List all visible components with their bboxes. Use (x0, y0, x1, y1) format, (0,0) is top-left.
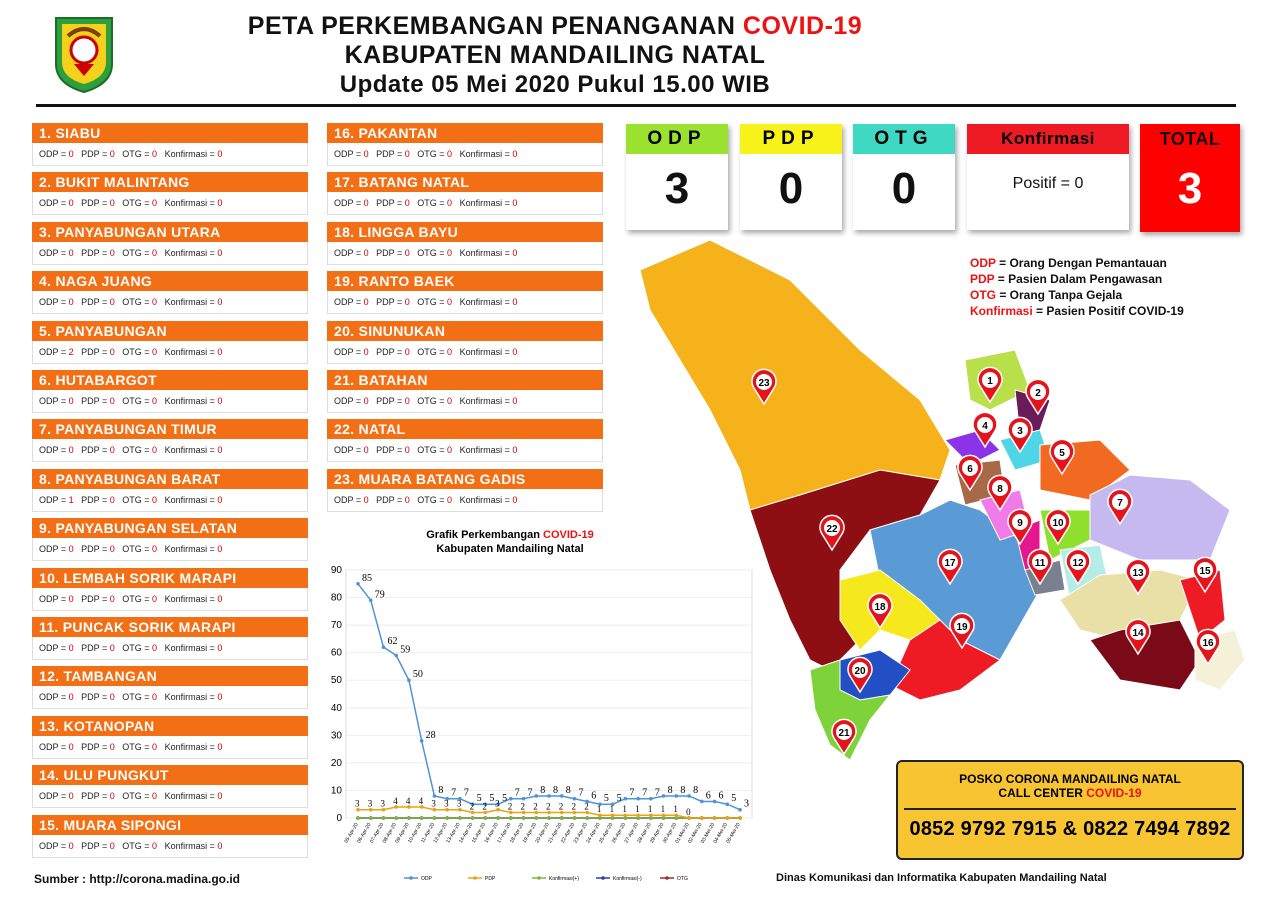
series-point (547, 794, 551, 798)
kecamatan-name: 16. PAKANTAN (327, 123, 603, 143)
kecamatan-stats: ODP = 0 PDP = 0 OTG = 0 Konfirmasi = 0 (32, 390, 308, 413)
odp-data-label: 85 (362, 572, 372, 584)
pdp-summary-value: 0 (778, 164, 804, 213)
kecamatan-card (32, 469, 308, 513)
chart-title: Grafik Perkembangan COVID-19 Kabupaten Mandailing Natal (426, 529, 594, 555)
x-tick-label: 15-Apr-20 (470, 822, 488, 845)
odp-data-label: 28 (425, 729, 436, 741)
kecamatan-name: 15. MUARA SIPONGI (32, 815, 308, 835)
kecamatan-stats: ODP = 0 PDP = 0 OTG = 0 Konfirmasi = 0 (327, 489, 603, 512)
x-tick-label: 19-Apr-20 (521, 822, 538, 845)
series-point (687, 794, 691, 798)
x-tick-label: 08-Apr-20 (381, 822, 398, 845)
series-point (713, 816, 717, 820)
x-tick-label: 17-Apr-20 (496, 822, 513, 845)
posko-title: POSKO CORONA MANDAILING NATAL (959, 772, 1181, 786)
odp-data-label: 59 (400, 644, 411, 656)
kecamatan-name: 12. TAMBANGAN (32, 666, 308, 686)
odp-data-label: 7 (451, 787, 457, 799)
posko-box (896, 760, 1244, 860)
map-pin-label: 20 (854, 666, 866, 677)
x-tick-label: 28-Apr-20 (636, 822, 653, 845)
x-tick-label: 22-Apr-20 (559, 822, 577, 845)
series-point (433, 794, 437, 798)
map-pin-label: 10 (1052, 518, 1064, 529)
kecamatan-name: 11. PUNCAK SORIK MARAPI (32, 617, 308, 637)
kecamatan-stats: ODP = 0 PDP = 0 OTG = 0 Konfirmasi = 0 (32, 242, 308, 265)
y-tick-label: 90 (330, 565, 342, 576)
odp-data-label: 7 (642, 787, 648, 799)
series-point (484, 816, 488, 820)
series-point (407, 816, 411, 820)
x-tick-label: 05-Apr-20 (343, 822, 360, 845)
otg-summary-value: 0 (891, 164, 917, 213)
kecamatan-name: 8. PANYABUNGAN BARAT (32, 469, 308, 489)
kecamatan-stats: ODP = 0 PDP = 0 OTG = 0 Konfirmasi = 0 (32, 686, 308, 709)
kecamatan-name: 13. KOTANOPAN (32, 716, 308, 736)
map-pin-label: 8 (997, 484, 1003, 495)
kecamatan-stats: ODP = 0 PDP = 0 OTG = 0 Konfirmasi = 0 (32, 192, 308, 215)
y-tick-label: 60 (330, 647, 342, 659)
y-tick-label: 30 (330, 730, 342, 742)
odp-summary-box (626, 124, 728, 230)
kecamatan-stats: ODP = 0 PDP = 0 OTG = 0 Konfirmasi = 0 (327, 242, 603, 265)
x-tick-label: 27-Apr-20 (623, 822, 640, 845)
region-23 (640, 240, 950, 510)
odp-data-label: 8 (693, 784, 699, 796)
kecamatan-card (327, 222, 603, 266)
kecamatan-card (327, 321, 603, 365)
map-pin-label: 6 (967, 464, 973, 475)
pdp-data-label: 2 (533, 801, 538, 812)
odp-data-label: 6 (718, 790, 724, 802)
x-tick-label: 03-Mei-20 (699, 822, 717, 845)
pdp-data-label: 1 (635, 804, 640, 815)
kecamatan-name: 19. RANTO BAEK (327, 271, 603, 291)
odp-data-label: 3 (744, 798, 749, 810)
chart-legend-label: ODP (421, 876, 432, 882)
kecamatan-stats: ODP = 0 PDP = 0 OTG = 0 Konfirmasi = 0 (327, 192, 603, 215)
title-line1: PETA PERKEMBANGAN PENANGANAN (247, 12, 743, 40)
title-line2: KABUPATEN MANDAILING NATAL (344, 41, 766, 69)
legend-item-pdp: PDP = Pasien Dalam Pengawasan (970, 272, 1163, 286)
x-tick-label: 01-Mei-20 (674, 822, 691, 845)
chart-legend-label: Konfirmasi(-) (613, 876, 642, 882)
map-pin-label: 19 (956, 622, 968, 633)
kecamatan-card (32, 271, 308, 315)
legend-marker (473, 876, 477, 880)
kecamatan-card (32, 666, 308, 710)
odp-data-label: 8 (667, 784, 673, 796)
kecamatan-stats: ODP = 0 PDP = 0 OTG = 0 Konfirmasi = 0 (327, 143, 603, 166)
map-pin-label: 5 (1059, 448, 1065, 459)
kecamatan-card (327, 172, 603, 216)
kecamatan-name: 3. PANYABUNGAN UTARA (32, 222, 308, 242)
map-pin-label: 17 (944, 558, 956, 569)
series-point (369, 816, 373, 820)
covid-line-chart (324, 560, 758, 890)
title-highlight: COVID-19 (742, 12, 863, 40)
map-pin-label: 7 (1117, 498, 1123, 509)
chart-legend-label: Konfirmasi(+) (549, 876, 579, 882)
series-point (662, 794, 666, 798)
series-point (649, 797, 653, 801)
series-point (738, 816, 742, 820)
map-pin-label: 21 (838, 728, 850, 739)
header-divider (36, 104, 1236, 107)
pdp-data-label: 2 (584, 801, 589, 812)
pdp-data-label: 1 (673, 804, 678, 815)
kecamatan-name: 18. LINGGA BAYU (327, 222, 603, 242)
x-tick-label: 02-Mei-20 (687, 822, 704, 845)
series-point (675, 794, 679, 798)
series-point (445, 816, 449, 820)
kecamatan-card (32, 765, 308, 809)
pdp-data-label: 2 (571, 801, 576, 812)
odp-data-label: 5 (489, 793, 495, 805)
pdp-summary-box (740, 124, 842, 230)
odp-data-label: 5 (616, 793, 622, 805)
series-line-ODP (358, 584, 740, 810)
region-7 (1090, 475, 1230, 560)
kecamatan-card (32, 568, 308, 612)
series-point (700, 816, 704, 820)
odp-data-label: 50 (412, 669, 423, 681)
odp-data-label: 8 (680, 784, 686, 796)
series-point (725, 816, 729, 820)
y-tick-label: 40 (330, 702, 342, 714)
map-pin-label: 22 (826, 524, 838, 535)
odp-data-label: 5 (731, 793, 737, 805)
x-tick-label: 14-Apr-20 (458, 822, 475, 845)
map-pin-label: 14 (1132, 628, 1144, 639)
series-point (560, 816, 564, 820)
series-point (509, 816, 513, 820)
kecamatan-card (32, 518, 308, 562)
kecamatan-name: 7. PANYABUNGAN TIMUR (32, 419, 308, 439)
series-point (547, 816, 551, 820)
kecamatan-card (32, 321, 308, 365)
series-point (713, 800, 717, 804)
kecamatan-stats: ODP = 0 PDP = 0 OTG = 0 Konfirmasi = 0 (32, 439, 308, 462)
y-tick-label: 0 (336, 813, 342, 824)
map-pin-label: 4 (982, 421, 988, 432)
x-tick-label: 07-Apr-20 (368, 822, 386, 845)
series-point (394, 654, 398, 658)
pdp-data-label: 2 (546, 801, 551, 812)
x-tick-label: 21-Apr-20 (547, 822, 564, 845)
series-point (636, 797, 640, 801)
pdp-data-label: 2 (520, 801, 526, 812)
kecamatan-stats: ODP = 0 PDP = 0 OTG = 0 Konfirmasi = 0 (32, 538, 308, 561)
kecamatan-card (32, 370, 308, 414)
kecamatan-stats: ODP = 1 PDP = 0 OTG = 0 Konfirmasi = 0 (32, 489, 308, 512)
pdp-data-label: 3 (367, 798, 373, 809)
total-summary-value: 3 (1177, 164, 1203, 213)
kecamatan-stats: ODP = 0 PDP = 0 OTG = 0 Konfirmasi = 0 (327, 390, 603, 413)
series-point (560, 794, 564, 798)
pdp-data-label: 3 (431, 798, 436, 809)
series-point (356, 816, 360, 820)
kecamatan-name: 21. BATAHAN (327, 370, 603, 390)
kecamatan-stats: ODP = 0 PDP = 0 OTG = 0 Konfirmasi = 0 (327, 439, 603, 462)
pdp-data-label: 4 (418, 795, 424, 806)
series-point (382, 816, 386, 820)
legend-item-odp: ODP = Orang Dengan Pemantauan (970, 256, 1167, 270)
series-point (573, 797, 577, 801)
odp-data-label: 8 (540, 784, 546, 796)
series-point (522, 816, 526, 820)
kecamatan-name: 20. SINUNUKAN (327, 321, 603, 341)
series-point (534, 816, 538, 820)
series-point (522, 797, 526, 801)
kecamatan-name: 9. PANYABUNGAN SELATAN (32, 518, 308, 538)
pdp-data-label: 1 (596, 804, 602, 815)
kecamatan-stats: ODP = 0 PDP = 0 OTG = 0 Konfirmasi = 0 (32, 637, 308, 660)
series-point (725, 802, 729, 806)
kecamatan-card (32, 123, 308, 167)
chart-frame (346, 570, 752, 818)
kecamatan-name: 4. NAGA JUANG (32, 271, 308, 291)
series-point (420, 739, 424, 743)
series-point (534, 794, 538, 798)
kabupaten-logo (52, 14, 116, 94)
pdp-data-label: 1 (647, 804, 653, 815)
map-pin-label: 15 (1199, 566, 1211, 577)
map-pin-label: 1 (987, 376, 993, 387)
kecamatan-card (32, 815, 308, 859)
map-pin-label: 9 (1017, 518, 1023, 529)
x-tick-label: 04-Mei-20 (712, 822, 729, 845)
kecamatan-stats: ODP = 0 PDP = 0 OTG = 0 Konfirmasi = 0 (32, 835, 308, 858)
series-point (573, 816, 577, 820)
x-tick-label: 11-Apr-20 (419, 822, 437, 844)
x-tick-label: 05-Mei-20 (725, 822, 742, 845)
series-point (738, 808, 742, 812)
pdp-data-label: 3 (444, 798, 449, 809)
pdp-data-label: 2 (558, 801, 564, 812)
map-pin-label: 3 (1017, 426, 1023, 437)
x-tick-label: 26-Apr-20 (610, 822, 628, 845)
pdp-data-label: 3 (456, 798, 462, 809)
x-tick-label: 18-Apr-20 (508, 822, 526, 845)
x-tick-label: 23-Apr-20 (572, 822, 589, 845)
kecamatan-card (32, 419, 308, 463)
odp-data-label: 6 (591, 790, 597, 802)
x-tick-label: 29-Apr-20 (649, 822, 666, 845)
pdp-data-label: 4 (405, 795, 411, 806)
map-pin-label: 12 (1072, 558, 1084, 569)
konfirmasi-summary-value: Positif = 0 (1012, 175, 1084, 192)
kecamatan-card (32, 172, 308, 216)
call-center-phone: 0852 9792 7915 & 0822 7494 7892 (909, 818, 1231, 840)
y-tick-label: 80 (330, 592, 342, 604)
kecamatan-name: 14. ULU PUNGKUT (32, 765, 308, 785)
kecamatan-name: 2. BUKIT MALINTANG (32, 172, 308, 192)
series-point (458, 816, 462, 820)
x-tick-label: 30-Apr-20 (661, 822, 679, 845)
kecamatan-stats: ODP = 0 PDP = 0 OTG = 0 Konfirmasi = 0 (32, 736, 308, 759)
kecamatan-stats: ODP = 0 PDP = 0 OTG = 0 Konfirmasi = 0 (32, 291, 308, 314)
posko-divider (904, 808, 1236, 810)
odp-data-label: 7 (514, 787, 520, 799)
x-tick-label: 10-Apr-20 (407, 822, 424, 845)
series-point (585, 816, 589, 820)
agency-text: Dinas Komunikasi dan Informatika Kabupaten Mandailing Natal (776, 872, 1107, 884)
odp-data-label: 62 (387, 636, 398, 648)
series-point (382, 645, 386, 649)
update-line: Update 05 Mei 2020 Pukul 15.00 WIB (339, 71, 771, 98)
legend-marker (537, 876, 541, 880)
pdp-data-label: 3 (495, 798, 500, 809)
odp-data-label: 5 (603, 793, 609, 805)
kecamatan-stats: ODP = 0 PDP = 0 OTG = 0 Konfirmasi = 0 (32, 785, 308, 808)
kecamatan-name: 22. NATAL (327, 419, 603, 439)
legend-item-otg: OTG = Orang Tanpa Gejala (970, 288, 1123, 302)
x-tick-label: 13-Apr-20 (445, 822, 462, 845)
odp-data-label: 7 (527, 787, 533, 799)
odp-data-label: 5 (476, 793, 482, 805)
odp-summary-value: 3 (664, 164, 690, 213)
kecamatan-name: 5. PANYABUNGAN (32, 321, 308, 341)
kecamatan-stats: ODP = 0 PDP = 0 OTG = 0 Konfirmasi = 0 (327, 341, 603, 364)
pdp-data-label: 4 (393, 795, 398, 806)
series-point (433, 816, 437, 820)
legend-marker (665, 876, 669, 880)
x-tick-label: 16-Apr-20 (483, 822, 500, 845)
kecamatan-card (327, 123, 603, 167)
x-tick-label: 12-Apr-20 (432, 822, 449, 845)
pdp-data-label: 2 (482, 801, 487, 812)
x-tick-label: 25-Apr-20 (598, 822, 615, 845)
pdp-data-label: 1 (622, 804, 627, 815)
call-center-label: CALL CENTER COVID-19 (998, 786, 1142, 800)
series-point (369, 599, 373, 603)
kecamatan-name: 1. SIABU (32, 123, 308, 143)
odp-data-label: 79 (374, 589, 385, 601)
otg-summary-label: OTG (853, 124, 955, 154)
kecamatan-stats: ODP = 0 PDP = 0 OTG = 0 Konfirmasi = 0 (32, 588, 308, 611)
series-point (356, 582, 360, 586)
y-tick-label: 10 (330, 785, 342, 797)
pdp-data-label: 1 (609, 804, 615, 815)
kecamatan-name: 23. MUARA BATANG GADIS (327, 469, 603, 489)
pdp-data-label: 2 (469, 801, 475, 812)
kecamatan-card (327, 370, 603, 414)
kecamatan-name: 17. BATANG NATAL (327, 172, 603, 192)
x-tick-label: 09-Apr-20 (394, 822, 411, 845)
map-pin-label: 18 (874, 602, 886, 613)
kecamatan-name: 10. LEMBAH SORIK MARAPI (32, 568, 308, 588)
odp-data-label: 7 (654, 787, 660, 799)
pdp-data-label: 0 (686, 807, 691, 817)
source-text: Sumber : http://corona.madina.go.id (34, 872, 241, 886)
kecamatan-card (32, 617, 308, 661)
series-point (496, 816, 500, 820)
series-point (420, 816, 424, 820)
total-summary-label: TOTAL (1159, 129, 1221, 149)
legend-marker (409, 876, 413, 880)
series-point (394, 816, 398, 820)
odp-data-label: 8 (565, 784, 571, 796)
pdp-data-label: 2 (507, 801, 513, 812)
kecamatan-card (327, 469, 603, 513)
otg-summary-box (853, 124, 955, 230)
legend-item-konfirmasi: Konfirmasi = Pasien Positif COVID-19 (970, 304, 1184, 318)
konfirmasi-summary-box (967, 124, 1129, 230)
y-tick-label: 20 (330, 757, 342, 769)
pdp-summary-label: PDP (740, 124, 842, 154)
kecamatan-name: 6. HUTABARGOT (32, 370, 308, 390)
series-point (624, 797, 628, 801)
odp-data-label: 8 (553, 784, 558, 796)
chart-legend-label: PDP (485, 876, 496, 882)
kecamatan-stats: ODP = 2 PDP = 0 OTG = 0 Konfirmasi = 0 (32, 341, 308, 364)
odp-data-label: 7 (629, 787, 635, 799)
x-tick-label: 06-Apr-20 (356, 822, 373, 845)
odp-summary-label: ODP (626, 124, 728, 154)
map-pin-label: 2 (1035, 388, 1041, 399)
odp-data-label: 7 (578, 787, 584, 799)
pdp-data-label: 3 (355, 798, 360, 809)
series-point (700, 800, 704, 804)
y-tick-label: 50 (330, 675, 342, 687)
odp-data-label: 8 (438, 784, 444, 796)
odp-data-label: 5 (502, 793, 508, 805)
odp-data-label: 7 (463, 787, 469, 799)
map-pin-label: 16 (1202, 638, 1214, 649)
kecamatan-card (32, 222, 308, 266)
kecamatan-card (327, 271, 603, 315)
series-point (471, 816, 475, 820)
x-tick-label: 20-Apr-20 (534, 822, 551, 845)
map-pin-label: 11 (1034, 558, 1046, 569)
total-summary-box (1140, 124, 1240, 232)
x-tick-label: 24-Apr-20 (585, 822, 602, 845)
chart-legend-label: OTG (677, 876, 688, 882)
pdp-data-label: 3 (380, 798, 385, 809)
kecamatan-stats: ODP = 0 PDP = 0 OTG = 0 Konfirmasi = 0 (327, 291, 603, 314)
konfirmasi-summary-label: Konfirmasi (967, 124, 1129, 154)
series-point (509, 797, 513, 801)
kecamatan-stats: ODP = 0 PDP = 0 OTG = 0 Konfirmasi = 0 (32, 143, 308, 166)
y-tick-label: 70 (330, 620, 342, 632)
map-pin-label: 13 (1132, 568, 1144, 579)
map-pin-label: 23 (758, 378, 770, 389)
kecamatan-card (327, 419, 603, 463)
legend-marker (601, 876, 605, 880)
page-title (160, 12, 950, 99)
series-point (407, 678, 411, 682)
pdp-data-label: 1 (660, 804, 666, 815)
odp-data-label: 6 (705, 790, 711, 802)
kecamatan-card (32, 716, 308, 760)
